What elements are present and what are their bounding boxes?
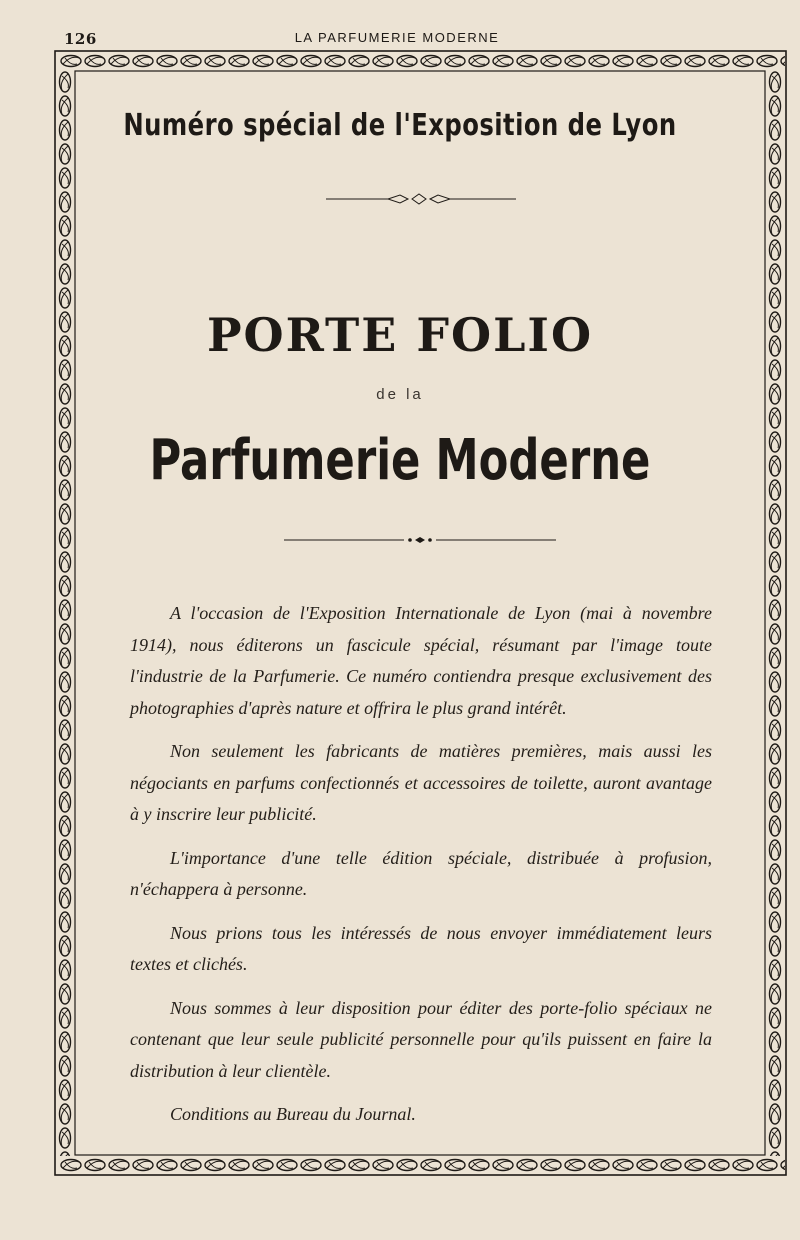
paragraph-advertisers: Non seulement les fabricants de matières premières, mais aussi les négociants en parfums confectionnés et accessoires de toilette, auront avantage à y inscrire leur publicité. bbox=[130, 741, 712, 824]
paragraph-request: Nous prions tous les intéressés de nous envoyer immédiatement leurs textes et clichés. bbox=[130, 922, 712, 974]
divider-rule bbox=[284, 534, 556, 546]
announcement-body bbox=[130, 598, 712, 1143]
paragraph-importance: L'importance d'une telle édition spéciale, distribuée à profusion, n'échappera à personne. bbox=[130, 847, 712, 899]
page-number: 126 bbox=[64, 30, 97, 48]
running-title: LA PARFUMERIE MODERNE bbox=[294, 30, 500, 45]
special-issue-heading: Numéro spécial de l'Exposition de Lyon bbox=[123, 108, 677, 143]
paragraph-conditions: Conditions au Bureau du Journal. bbox=[170, 1104, 416, 1124]
portfolio-heading: PORTE FOLIO bbox=[206, 308, 594, 362]
paragraph-exposition: A l'occasion de l'Exposition Internationale de Lyon (mai à novembre 1914), nous éditerons un fascicule spécial, résumant par l'image toute l'industrie de la Parfumerie. Ce numéro contiendra presque exclusivement des photographies d'après nature et offrira le plus grand intérêt. bbox=[130, 603, 712, 718]
subtitle-de-la: de la bbox=[376, 386, 424, 403]
ornamental-divider bbox=[326, 192, 516, 206]
magazine-name: Parfumerie Moderne bbox=[149, 428, 651, 493]
paragraph-porte-folio: Nous sommes à leur disposition pour éditer des porte-folio spéciaux ne contenant que leur seule publicité personnelle pour qu'ils puissent en faire la distribution à leur clientèle. bbox=[130, 997, 712, 1081]
